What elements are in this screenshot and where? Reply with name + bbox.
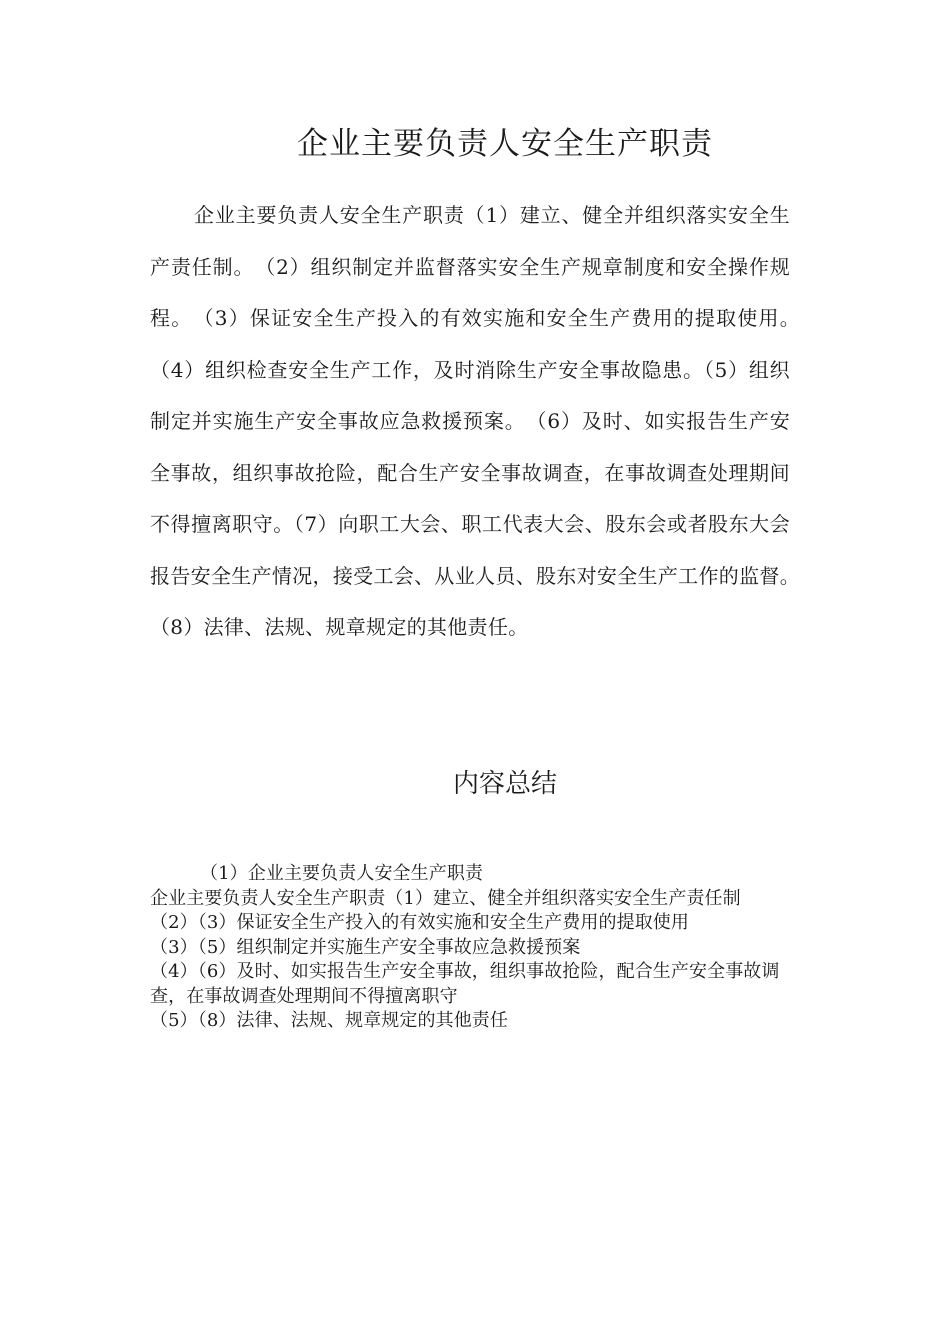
summary-section bbox=[150, 862, 790, 1034]
summary-title: 内容总结 bbox=[452, 769, 557, 799]
summary-line: （5）（8）法律、法规、规章规定的其他责任 bbox=[150, 1010, 509, 1031]
summary-line: （1）企业主要负责人安全生产职责 bbox=[200, 863, 484, 884]
summary-line: （2）（3）保证安全生产投入的有效实施和安全生产费用的提取使用 bbox=[150, 912, 690, 933]
summary-line: 企业主要负责人安全生产职责（1）建立、健全并组织落实安全生产责任制 bbox=[150, 887, 741, 909]
summary-line: （3）（5）组织制定并实施生产安全事故应急救援预案 bbox=[150, 936, 581, 958]
document-title: 企业主要负责人安全生产职责 bbox=[297, 126, 713, 162]
summary-line: （4）（6）及时、如实报告生产安全事故，组织事故抢险，配合生产安全事故调查，在事故调查处理期间不得擅离职守 bbox=[150, 961, 780, 1007]
document-body: 企业主要负责人安全生产职责（1）建立、健全并组织落实安全生产责任制。 （2）组织制定并监督落实安全生产规章制度和安全操作规程。 （3）保证安全生产投入的有效实施和安全生产费用的提取使用。 （4）组织检查安全生产工作，及时消除生产安全事故隐患。（5）组织制定并实施生产安全事故应急救援预案。 （6）及时、如实报告生产安全事故，组织事故抢险，配合生产安全事故调查，在事故调查处理期间不得擅离职守。（7）向职工大会、职工代表大会、股东会或者股东大会报告安全生产情况，接受工会、从业人员、股东对安全生产工作的监督。 （8）法律、法规、规章规定的其他责任。 bbox=[150, 203, 811, 639]
